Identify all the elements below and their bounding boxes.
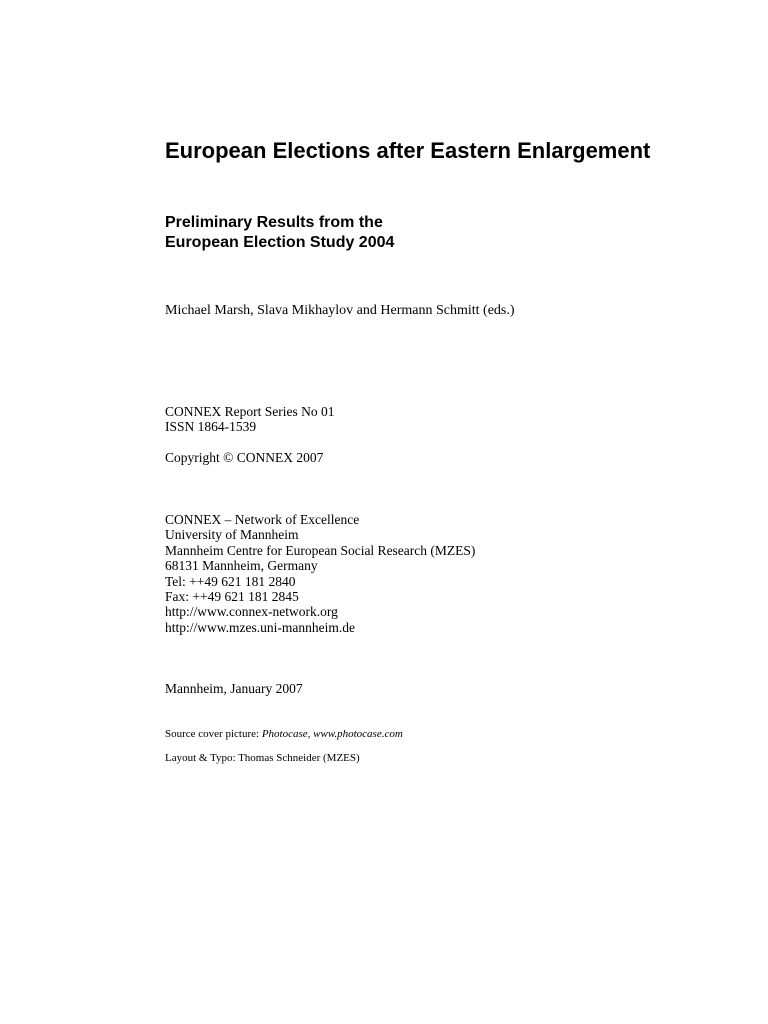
copyright-notice xyxy=(165,450,323,465)
place-date-text: Mannheim, January 2007 xyxy=(165,681,303,696)
subtitle-line-1: Preliminary Results from the xyxy=(165,214,383,231)
address-city: 68131 Mannheim, Germany xyxy=(165,558,318,574)
address-url-connex: http://www.connex-network.org xyxy=(165,604,338,620)
layout-credit: Layout & Typo: Thomas Schneider (MZES) xyxy=(165,752,360,764)
place-and-date xyxy=(165,681,303,696)
source-value: Photocase, www.photocase.com xyxy=(261,728,403,740)
series-number: CONNEX Report Series No 01 xyxy=(165,404,335,419)
address-university: University of Mannheim xyxy=(165,527,299,543)
document-title: European Elections after Eastern Enlargement xyxy=(165,138,651,163)
cover-picture-credit xyxy=(165,727,403,741)
document-subtitle xyxy=(165,213,685,253)
address-network: CONNEX – Network of Excellence xyxy=(165,512,360,527)
editors-line: Michael Marsh, Slava Mikhaylov and Hermann Schmitt (eds.) xyxy=(165,303,515,318)
address-telephone: Tel: ++49 621 181 2840 xyxy=(165,573,296,589)
address-centre: Mannheim Centre for European Social Research (MZES) xyxy=(165,542,476,558)
source-label: Source cover picture: xyxy=(165,728,260,740)
address-url-mzes: http://www.mzes.uni-mannheim.de xyxy=(165,619,355,635)
series-info xyxy=(165,404,334,435)
subtitle-line-2: European Election Study 2004 xyxy=(165,234,395,251)
issn: ISSN 1864-1539 xyxy=(165,419,257,435)
address-fax: Fax: ++49 621 181 2845 xyxy=(165,589,299,605)
publisher-address xyxy=(165,512,475,635)
copyright-text: Copyright © CONNEX 2007 xyxy=(165,450,324,465)
